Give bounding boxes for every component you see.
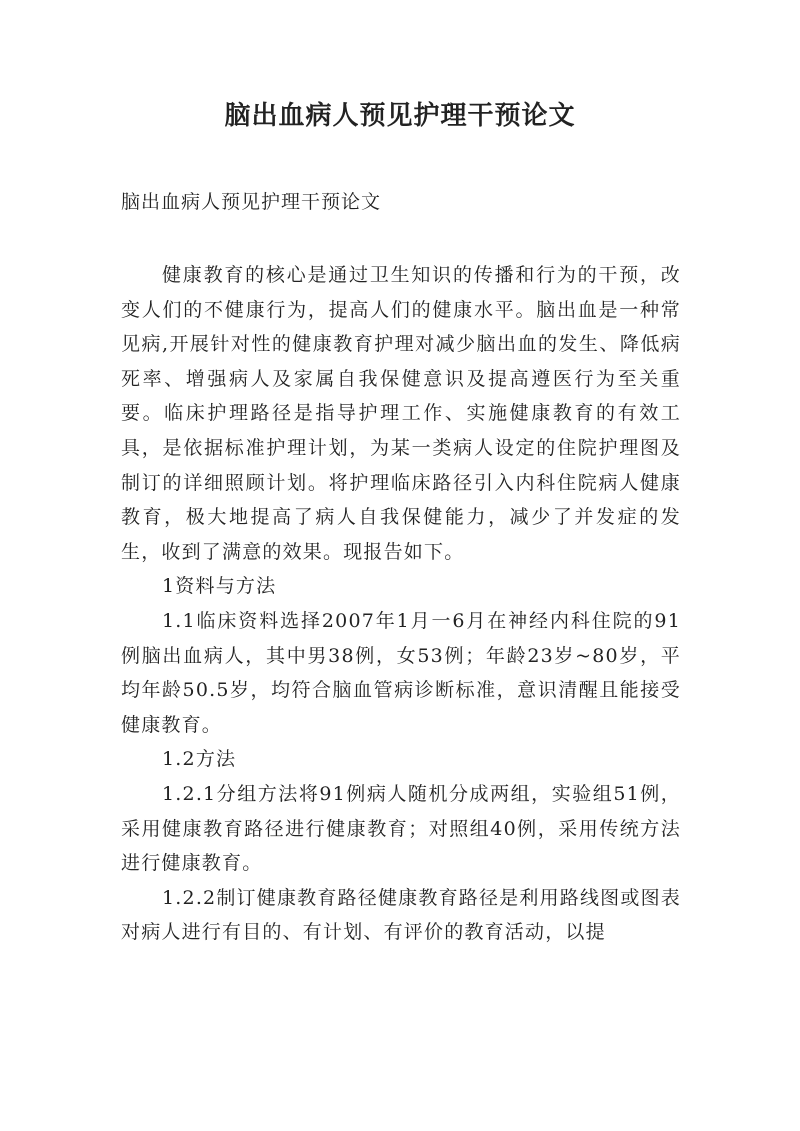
paragraph-education-pathway: 1.2.2制订健康教育路径健康教育路径是利用路线图或图表对病人进行有目的、有计划、有评价的教育活动，以提: [121, 886, 681, 944]
document-subtitle: 脑出血病人预见护理干预论文: [121, 191, 382, 213]
section-heading-materials-methods: 1资料与方法: [162, 575, 277, 598]
paragraph-clinical-data: 1.1临床资料选择2007年1月一6月在神经内科住院的91例脑出血病人，其中男38例，女53例；年龄23岁~80岁，平均年龄50.5岁，均符合脑血管病诊断标准，意识清醒且能接受健康教育。: [121, 609, 681, 736]
document-body: [121, 258, 681, 950]
paragraph-grouping-method: 1.2.1分组方法将91例病人随机分成两组，实验组51例，采用健康教育路径进行健康教育；对照组40例，采用传统方法进行健康教育。: [121, 782, 681, 875]
document-title: 脑出血病人预见护理干预论文: [224, 101, 576, 131]
section-heading-methods: 1.2方法: [162, 748, 237, 771]
paragraph-intro: 健康教育的核心是通过卫生知识的传播和行为的干预，改变人们的不健康行为，提高人们的健康水平。脑出血是一种常见病,开展针对性的健康教育护理对减少脑出血的发生、降低病死率、增强病人及家属自我保健意识及提高遵医行为至关重要。临床护理路径是指导护理工作、实施健康教育的有效工具，是依据标准护理计划，为某一类病人设定的住院护理图及制订的详细照顾计划。将护理临床路径引入内科住院病人健康教育，极大地提高了病人自我保健能力，减少了并发症的发生，收到了满意的效果。现报告如下。: [121, 264, 681, 563]
